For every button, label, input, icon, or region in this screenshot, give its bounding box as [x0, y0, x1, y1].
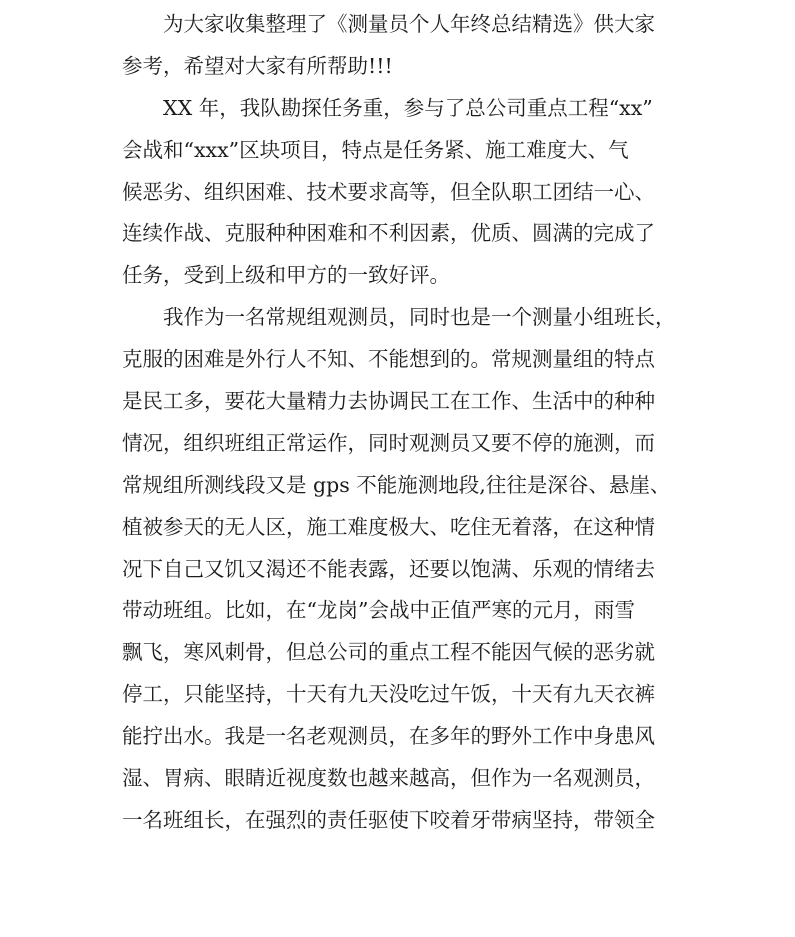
text-line: 任务，受到上级和甲方的一致好评。 [122, 263, 450, 288]
text-line: 停工，只能坚持，十天有九天没吃过午饭，十天有九天衣裤 [122, 682, 655, 707]
text-line: 情况，组织班组正常运作，同时观测员又要不停的施测，而 [122, 430, 655, 455]
text-line: 连续作战、克服种种困难和不利因素，优质、圆满的完成了 [122, 221, 655, 246]
text-line: 参考，希望对大家有所帮助!!! [122, 53, 393, 78]
text-line: 湿、胃病、眼睛近视度数也越来越高，但作为一名观测员， [122, 766, 655, 791]
text-line: 克服的困难是外行人不知、不能想到的。常规测量组的特点 [122, 347, 655, 372]
text-line: 况下自己又饥又渴还不能表露，还要以饱满、乐观的情绪去 [122, 556, 655, 581]
text-line: 我作为一名常规组观测员，同时也是一个测量小组班长， [163, 305, 676, 330]
text-line: 是民工多，要花大量精力去协调民工在工作、生活中的种种 [122, 389, 655, 414]
text-line: 常规组所测线段又是 gps 不能施测地段,往往是深谷、悬崖、 [122, 472, 671, 497]
paragraph-overview [122, 88, 682, 297]
text-line: XX 年，我队勘探任务重，参与了总公司重点工程“xx” [163, 95, 653, 120]
text-line: 飘飞，寒风刺骨，但总公司的重点工程不能因气候的恶劣就 [122, 640, 655, 665]
text-line: 植被参天的无人区，施工难度极大、吃住无着落，在这种情 [122, 514, 655, 539]
text-line: 会战和“xxx”区块项目，特点是任务紧、施工难度大、气 [122, 137, 629, 162]
text-line: 一名班组长，在强烈的责任驱使下咬着牙带病坚持，带领全 [122, 807, 655, 832]
text-line: 候恶劣、组织困难、技术要求高等，但全队职工团结一心、 [122, 179, 655, 204]
paragraph-personal-experience [122, 297, 682, 842]
text-line: 为大家收集整理了《测量员个人年终总结精选》供大家 [163, 12, 655, 36]
paragraph-intro [122, 4, 682, 88]
text-line: 能拧出水。我是一名老观测员，在多年的野外工作中身患风 [122, 724, 655, 749]
document-body [122, 4, 682, 842]
text-line: 带动班组。比如，在“龙岗”会战中正值严寒的元月，雨雪 [122, 598, 635, 623]
